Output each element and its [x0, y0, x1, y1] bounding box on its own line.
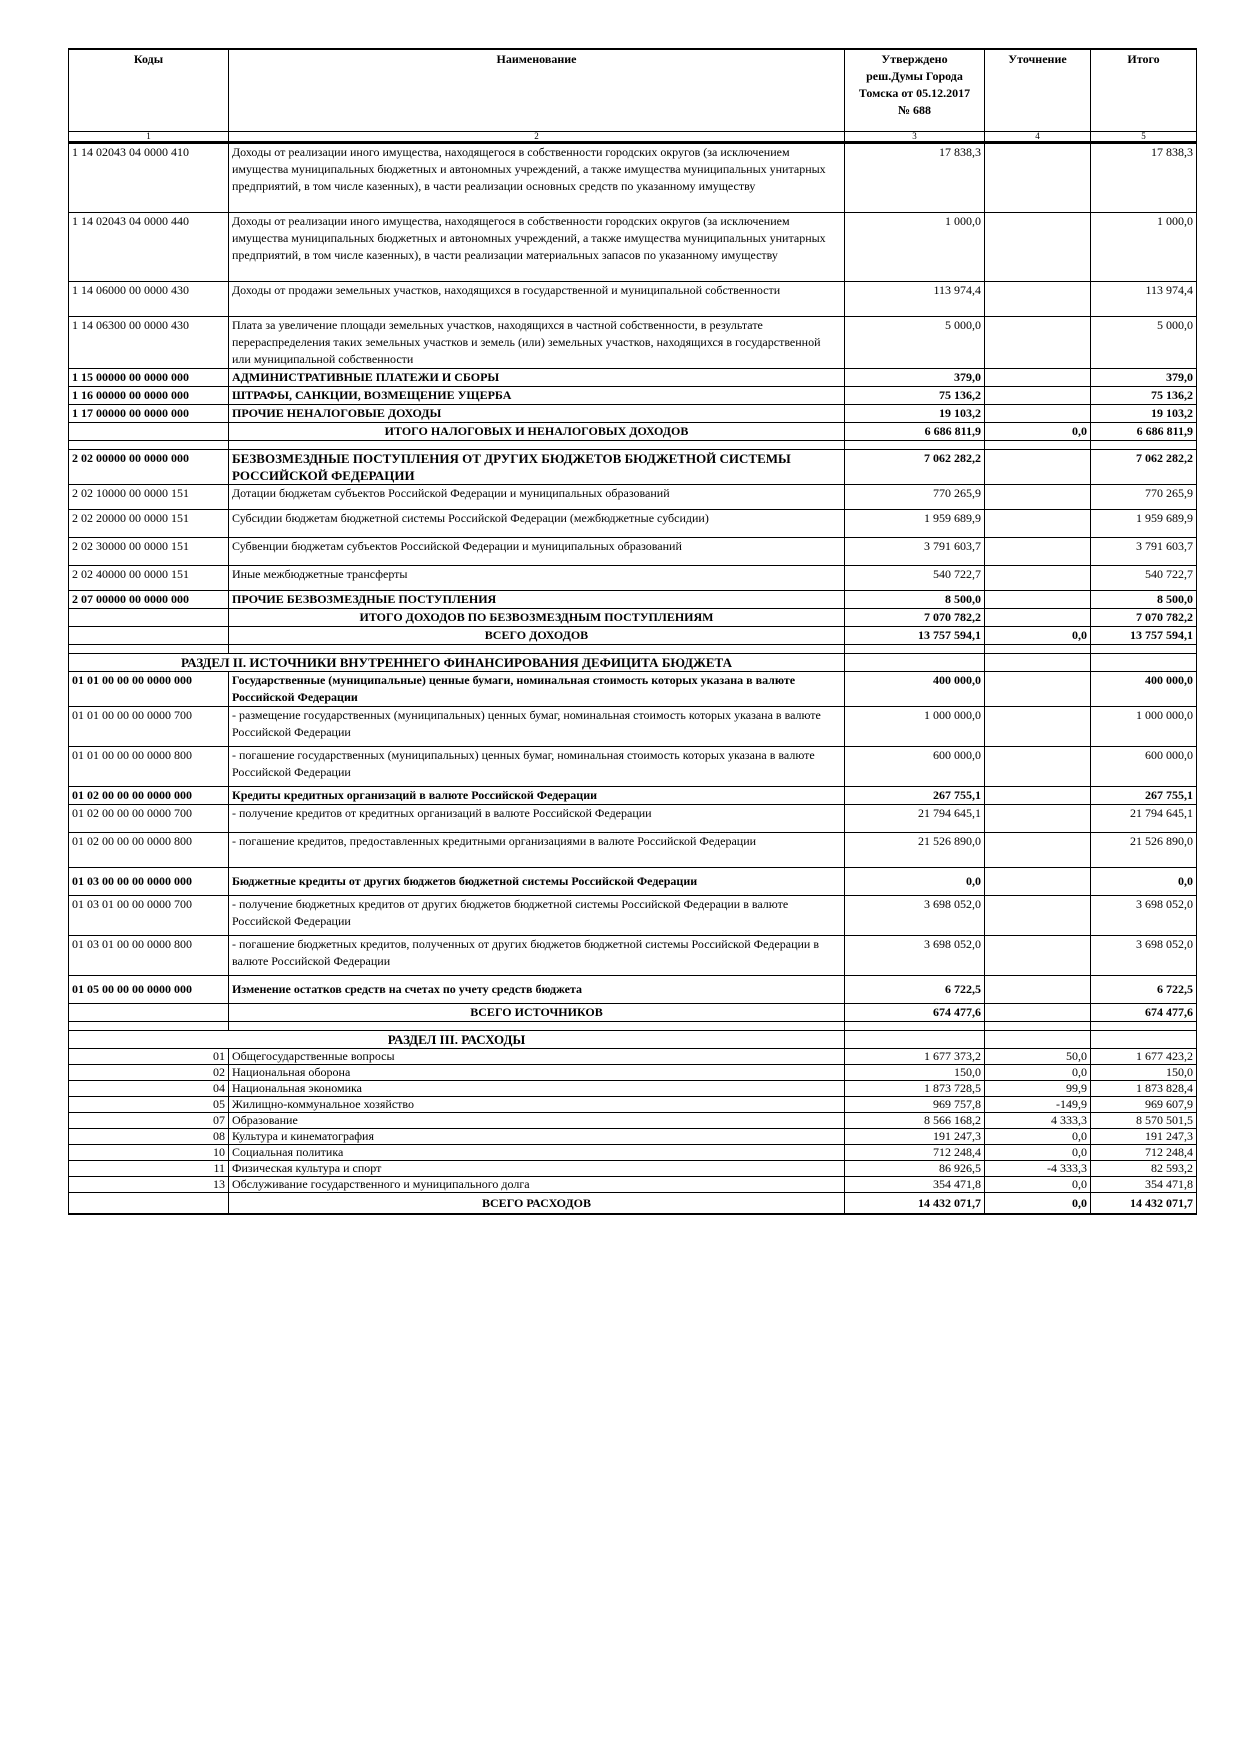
- table-row: [69, 896, 1197, 936]
- total-cell: 354 471,8: [1091, 1177, 1197, 1193]
- code-cell: [69, 627, 229, 645]
- change-cell: [985, 833, 1091, 868]
- name-cell: Дотации бюджетам субъектов Российской Федерации и муниципальных образований: [229, 485, 845, 510]
- code-cell: 10: [69, 1145, 229, 1161]
- approved-cell: 7 070 782,2: [845, 609, 985, 627]
- spacer-row: [69, 441, 1197, 450]
- change-cell: [985, 747, 1091, 787]
- table-row: [69, 707, 1197, 747]
- change-cell: [985, 896, 1091, 936]
- table-row: [69, 936, 1197, 976]
- code-cell: [69, 423, 229, 441]
- table-row: [69, 1193, 1197, 1215]
- section-heading: РАЗДЕЛ III. РАСХОДЫ: [69, 1031, 845, 1049]
- code-cell: 1 17 00000 00 0000 000: [69, 405, 229, 423]
- table-row: [69, 369, 1197, 387]
- code-cell: 2 07 00000 00 0000 000: [69, 591, 229, 609]
- code-cell: 2 02 40000 00 0000 151: [69, 566, 229, 591]
- change-cell: [985, 143, 1091, 213]
- code-cell: 07: [69, 1113, 229, 1129]
- name-cell: - погашение бюджетных кредитов, полученных от других бюджетов бюджетной системы Российской Федерации в валюте Российской Федерации: [229, 936, 845, 976]
- code-cell: 01 02 00 00 00 0000 800: [69, 833, 229, 868]
- empty-cell: [1091, 645, 1197, 654]
- change-cell: [985, 566, 1091, 591]
- table-row: [69, 317, 1197, 369]
- approved-cell: 17 838,3: [845, 143, 985, 213]
- header-codes: Коды: [69, 49, 229, 132]
- change-cell: [985, 787, 1091, 805]
- empty-cell: [845, 441, 985, 450]
- table-row: [69, 143, 1197, 213]
- approved-cell: 674 477,6: [845, 1004, 985, 1022]
- change-cell: [985, 369, 1091, 387]
- name-cell: - погашение кредитов, предоставленных кредитными организациями в валюте Российской Федерации: [229, 833, 845, 868]
- approved-cell: 1 677 373,2: [845, 1049, 985, 1065]
- table-row: [69, 747, 1197, 787]
- code-cell: 04: [69, 1081, 229, 1097]
- table-row: [69, 1081, 1197, 1097]
- total-cell: 82 593,2: [1091, 1161, 1197, 1177]
- name-cell: Физическая культура и спорт: [229, 1161, 845, 1177]
- total-cell: 1 000,0: [1091, 213, 1197, 282]
- total-cell: 6 722,5: [1091, 976, 1197, 1004]
- total-cell: 6 686 811,9: [1091, 423, 1197, 441]
- empty-cell: [845, 645, 985, 654]
- approved-cell: 400 000,0: [845, 672, 985, 707]
- total-cell: 969 607,9: [1091, 1097, 1197, 1113]
- name-cell: Субвенции бюджетам субъектов Российской Федерации и муниципальных образований: [229, 538, 845, 566]
- header-approved: [845, 49, 985, 132]
- total-cell: 19 103,2: [1091, 405, 1197, 423]
- name-cell: ПРОЧИЕ НЕНАЛОГОВЫЕ ДОХОДЫ: [229, 405, 845, 423]
- total-cell: 8 570 501,5: [1091, 1113, 1197, 1129]
- total-cell: 191 247,3: [1091, 1129, 1197, 1145]
- column-index: 5: [1091, 132, 1197, 143]
- code-cell: 01 03 00 00 00 0000 000: [69, 868, 229, 896]
- column-index: 4: [985, 132, 1091, 143]
- code-cell: 01 01 00 00 00 0000 000: [69, 672, 229, 707]
- approved-cell: 770 265,9: [845, 485, 985, 510]
- code-cell: 2 02 20000 00 0000 151: [69, 510, 229, 538]
- approved-cell: 7 062 282,2: [845, 450, 985, 485]
- table-row: [69, 538, 1197, 566]
- approved-cell: 21 526 890,0: [845, 833, 985, 868]
- name-cell: Образование: [229, 1113, 845, 1129]
- code-cell: 01 03 01 00 00 0000 700: [69, 896, 229, 936]
- code-cell: 13: [69, 1177, 229, 1193]
- name-cell: Плата за увеличение площади земельных участков, находящихся в частной собственности, в результате перераспределения таких земельных участков и земель (или) земельных участков, находящихся в государственной или муниципальной собственности: [229, 317, 845, 369]
- table-row: [69, 591, 1197, 609]
- code-cell: 2 02 30000 00 0000 151: [69, 538, 229, 566]
- empty-cell: [985, 1022, 1091, 1031]
- approved-cell: 1 959 689,9: [845, 510, 985, 538]
- code-cell: 01 02 00 00 00 0000 000: [69, 787, 229, 805]
- approved-cell: 379,0: [845, 369, 985, 387]
- code-cell: 1 14 02043 04 0000 410: [69, 143, 229, 213]
- change-cell: 0,0: [985, 1065, 1091, 1081]
- table-row: [69, 609, 1197, 627]
- total-cell: 17 838,3: [1091, 143, 1197, 213]
- approved-cell: 0,0: [845, 868, 985, 896]
- name-cell: - размещение государственных (муниципальных) ценных бумаг, номинальная стоимость которых указана в валюте Российской Федерации: [229, 707, 845, 747]
- name-cell: Доходы от продажи земельных участков, находящихся в государственной и муниципальной собственности: [229, 282, 845, 317]
- code-cell: [69, 1004, 229, 1022]
- name-cell: Культура и кинематография: [229, 1129, 845, 1145]
- code-cell: 01 01 00 00 00 0000 800: [69, 747, 229, 787]
- total-cell: 7 062 282,2: [1091, 450, 1197, 485]
- table-row: [69, 1004, 1197, 1022]
- empty-cell: [229, 1022, 845, 1031]
- table-row: [69, 868, 1197, 896]
- change-cell: 0,0: [985, 1145, 1091, 1161]
- code-cell: 02: [69, 1065, 229, 1081]
- empty-cell: [1091, 1031, 1197, 1049]
- table-row: [69, 672, 1197, 707]
- approved-cell: 3 698 052,0: [845, 896, 985, 936]
- empty-cell: [1091, 654, 1197, 672]
- empty-cell: [845, 1022, 985, 1031]
- change-cell: 0,0: [985, 1177, 1091, 1193]
- table-row: [69, 787, 1197, 805]
- total-cell: 267 755,1: [1091, 787, 1197, 805]
- change-cell: [985, 387, 1091, 405]
- total-cell: 8 500,0: [1091, 591, 1197, 609]
- change-cell: [985, 538, 1091, 566]
- header-name: Наименование: [229, 49, 845, 132]
- code-cell: 1 14 02043 04 0000 440: [69, 213, 229, 282]
- total-cell: 712 248,4: [1091, 1145, 1197, 1161]
- name-cell: БЕЗВОЗМЕЗДНЫЕ ПОСТУПЛЕНИЯ ОТ ДРУГИХ БЮДЖЕТОВ БЮДЖЕТНОЙ СИСТЕМЫ РОССИЙСКОЙ ФЕДЕРАЦИИ: [229, 450, 845, 485]
- name-cell: ВСЕГО РАСХОДОВ: [229, 1193, 845, 1215]
- change-cell: [985, 213, 1091, 282]
- code-cell: 1 14 06300 00 0000 430: [69, 317, 229, 369]
- change-cell: 99,9: [985, 1081, 1091, 1097]
- approved-cell: 969 757,8: [845, 1097, 985, 1113]
- table-row: [69, 833, 1197, 868]
- total-cell: 21 794 645,1: [1091, 805, 1197, 833]
- total-cell: 1 000 000,0: [1091, 707, 1197, 747]
- change-cell: 0,0: [985, 627, 1091, 645]
- name-cell: - погашение государственных (муниципальных) ценных бумаг, номинальная стоимость которых указана в валюте Российской Федерации: [229, 747, 845, 787]
- approved-cell: 1 000,0: [845, 213, 985, 282]
- table-row: [69, 976, 1197, 1004]
- change-cell: 0,0: [985, 1129, 1091, 1145]
- code-cell: 05: [69, 1097, 229, 1113]
- name-cell: Общегосударственные вопросы: [229, 1049, 845, 1065]
- table-row: [69, 1065, 1197, 1081]
- total-cell: 600 000,0: [1091, 747, 1197, 787]
- total-cell: 150,0: [1091, 1065, 1197, 1081]
- change-cell: [985, 450, 1091, 485]
- table-row: [69, 1113, 1197, 1129]
- total-cell: 1 677 423,2: [1091, 1049, 1197, 1065]
- table-row: [69, 566, 1197, 591]
- table-row: [69, 450, 1197, 485]
- change-cell: 4 333,3: [985, 1113, 1091, 1129]
- change-cell: [985, 405, 1091, 423]
- approved-cell: 14 432 071,7: [845, 1193, 985, 1215]
- total-cell: 113 974,4: [1091, 282, 1197, 317]
- table-row: [69, 1161, 1197, 1177]
- change-cell: [985, 591, 1091, 609]
- total-cell: 1 959 689,9: [1091, 510, 1197, 538]
- change-cell: [985, 282, 1091, 317]
- name-cell: Государственные (муниципальные) ценные бумаги, номинальная стоимость которых указана в валюте Российской Федерации: [229, 672, 845, 707]
- approved-cell: 6 686 811,9: [845, 423, 985, 441]
- empty-cell: [845, 1031, 985, 1049]
- change-cell: 0,0: [985, 1193, 1091, 1215]
- name-cell: Доходы от реализации иного имущества, находящегося в собственности городских округов (за исключением имущества муниципальных бюджетных и автономных учреждений, а также имущества муниципальных унитарных предприятий, в том числе казенных), в части реализации основных средств по указанному имуществу: [229, 143, 845, 213]
- code-cell: 2 02 10000 00 0000 151: [69, 485, 229, 510]
- code-cell: 1 15 00000 00 0000 000: [69, 369, 229, 387]
- column-index: 3: [845, 132, 985, 143]
- code-cell: 01 01 00 00 00 0000 700: [69, 707, 229, 747]
- approved-cell: 8 566 168,2: [845, 1113, 985, 1129]
- change-cell: [985, 936, 1091, 976]
- approved-cell: 1 000 000,0: [845, 707, 985, 747]
- change-cell: 50,0: [985, 1049, 1091, 1065]
- budget-table-sheet: [68, 48, 1196, 1215]
- table-row: [69, 805, 1197, 833]
- approved-cell: 191 247,3: [845, 1129, 985, 1145]
- code-cell: 01: [69, 1049, 229, 1065]
- name-cell: АДМИНИСТРАТИВНЫЕ ПЛАТЕЖИ И СБОРЫ: [229, 369, 845, 387]
- header-total: Итого: [1091, 49, 1197, 132]
- name-cell: Субсидии бюджетам бюджетной системы Российской Федерации (межбюджетные субсидии): [229, 510, 845, 538]
- total-cell: 1 873 828,4: [1091, 1081, 1197, 1097]
- name-cell: Кредиты кредитных организаций в валюте Российской Федерации: [229, 787, 845, 805]
- name-cell: Бюджетные кредиты от других бюджетов бюджетной системы Российской Федерации: [229, 868, 845, 896]
- empty-cell: [1091, 441, 1197, 450]
- total-cell: 3 698 052,0: [1091, 896, 1197, 936]
- section-heading-row: [69, 654, 1197, 672]
- header-approved-line: Томска от 05.12.2017: [858, 86, 971, 100]
- code-cell: [69, 609, 229, 627]
- name-cell: ИТОГО ДОХОДОВ ПО БЕЗВОЗМЕЗДНЫМ ПОСТУПЛЕНИЯМ: [229, 609, 845, 627]
- approved-cell: 19 103,2: [845, 405, 985, 423]
- empty-cell: [69, 1022, 229, 1031]
- change-cell: [985, 868, 1091, 896]
- name-cell: ВСЕГО ИСТОЧНИКОВ: [229, 1004, 845, 1022]
- total-cell: 13 757 594,1: [1091, 627, 1197, 645]
- table-body: [69, 143, 1197, 1215]
- spacer-row: [69, 1022, 1197, 1031]
- total-cell: 3 698 052,0: [1091, 936, 1197, 976]
- table-row: [69, 627, 1197, 645]
- total-cell: 5 000,0: [1091, 317, 1197, 369]
- budget-table: [68, 48, 1197, 1215]
- approved-cell: 600 000,0: [845, 747, 985, 787]
- approved-cell: 712 248,4: [845, 1145, 985, 1161]
- section-heading-row: [69, 1031, 1197, 1049]
- change-cell: [985, 672, 1091, 707]
- change-cell: [985, 976, 1091, 1004]
- approved-cell: 150,0: [845, 1065, 985, 1081]
- approved-cell: 354 471,8: [845, 1177, 985, 1193]
- change-cell: -149,9: [985, 1097, 1091, 1113]
- header-approved-line: Утверждено: [881, 52, 948, 66]
- change-cell: [985, 805, 1091, 833]
- empty-cell: [985, 645, 1091, 654]
- name-cell: - получение бюджетных кредитов от других бюджетов бюджетной системы Российской Федерации в валюте Российской Федерации: [229, 896, 845, 936]
- empty-cell: [69, 441, 229, 450]
- name-cell: Иные межбюджетные трансферты: [229, 566, 845, 591]
- empty-cell: [845, 654, 985, 672]
- code-cell: 11: [69, 1161, 229, 1177]
- approved-cell: 6 722,5: [845, 976, 985, 1004]
- total-cell: 0,0: [1091, 868, 1197, 896]
- approved-cell: 21 794 645,1: [845, 805, 985, 833]
- empty-cell: [985, 1031, 1091, 1049]
- approved-cell: 113 974,4: [845, 282, 985, 317]
- code-cell: [69, 1193, 229, 1215]
- total-cell: 540 722,7: [1091, 566, 1197, 591]
- total-cell: 3 791 603,7: [1091, 538, 1197, 566]
- change-cell: [985, 707, 1091, 747]
- approved-cell: 86 926,5: [845, 1161, 985, 1177]
- table-row: [69, 1177, 1197, 1193]
- name-cell: Национальная оборона: [229, 1065, 845, 1081]
- change-cell: -4 333,3: [985, 1161, 1091, 1177]
- approved-cell: 75 136,2: [845, 387, 985, 405]
- name-cell: Социальная политика: [229, 1145, 845, 1161]
- total-cell: 14 432 071,7: [1091, 1193, 1197, 1215]
- spacer-row: [69, 645, 1197, 654]
- change-cell: [985, 485, 1091, 510]
- name-cell: ПРОЧИЕ БЕЗВОЗМЕЗДНЫЕ ПОСТУПЛЕНИЯ: [229, 591, 845, 609]
- change-cell: [985, 1004, 1091, 1022]
- code-cell: 01 03 01 00 00 0000 800: [69, 936, 229, 976]
- code-cell: 2 02 00000 00 0000 000: [69, 450, 229, 485]
- approved-cell: 8 500,0: [845, 591, 985, 609]
- column-index-row: [69, 132, 1197, 143]
- header-row: [69, 49, 1197, 132]
- approved-cell: 540 722,7: [845, 566, 985, 591]
- empty-cell: [69, 645, 229, 654]
- table-row: [69, 485, 1197, 510]
- name-cell: Изменение остатков средств на счетах по учету средств бюджета: [229, 976, 845, 1004]
- total-cell: 75 136,2: [1091, 387, 1197, 405]
- total-cell: 379,0: [1091, 369, 1197, 387]
- approved-cell: 3 698 052,0: [845, 936, 985, 976]
- table-row: [69, 387, 1197, 405]
- code-cell: 1 14 06000 00 0000 430: [69, 282, 229, 317]
- empty-cell: [229, 441, 845, 450]
- column-index: 1: [69, 132, 229, 143]
- empty-cell: [229, 645, 845, 654]
- empty-cell: [985, 441, 1091, 450]
- code-cell: 1 16 00000 00 0000 000: [69, 387, 229, 405]
- name-cell: ВСЕГО ДОХОДОВ: [229, 627, 845, 645]
- code-cell: 08: [69, 1129, 229, 1145]
- name-cell: Доходы от реализации иного имущества, находящегося в собственности городских округов (за исключением имущества муниципальных бюджетных и автономных учреждений, а также имущества муниципальных унитарных предприятий, в том числе казенных), в части реализации материальных запасов по указанному имуществу: [229, 213, 845, 282]
- table-row: [69, 1097, 1197, 1113]
- total-cell: 674 477,6: [1091, 1004, 1197, 1022]
- change-cell: [985, 317, 1091, 369]
- approved-cell: 13 757 594,1: [845, 627, 985, 645]
- table-row: [69, 423, 1197, 441]
- name-cell: ИТОГО НАЛОГОВЫХ И НЕНАЛОГОВЫХ ДОХОДОВ: [229, 423, 845, 441]
- section-heading: РАЗДЕЛ II. ИСТОЧНИКИ ВНУТРЕННЕГО ФИНАНСИРОВАНИЯ ДЕФИЦИТА БЮДЖЕТА: [69, 654, 845, 672]
- table-row: [69, 1129, 1197, 1145]
- code-cell: 01 02 00 00 00 0000 700: [69, 805, 229, 833]
- change-cell: [985, 609, 1091, 627]
- table-row: [69, 213, 1197, 282]
- approved-cell: 3 791 603,7: [845, 538, 985, 566]
- total-cell: 7 070 782,2: [1091, 609, 1197, 627]
- total-cell: 21 526 890,0: [1091, 833, 1197, 868]
- table-row: [69, 1145, 1197, 1161]
- table-row: [69, 405, 1197, 423]
- empty-cell: [1091, 1022, 1197, 1031]
- header-change: Уточнение: [985, 49, 1091, 132]
- change-cell: 0,0: [985, 423, 1091, 441]
- table-row: [69, 510, 1197, 538]
- table-row: [69, 1049, 1197, 1065]
- approved-cell: 5 000,0: [845, 317, 985, 369]
- total-cell: 770 265,9: [1091, 485, 1197, 510]
- code-cell: 01 05 00 00 00 0000 000: [69, 976, 229, 1004]
- name-cell: ШТРАФЫ, САНКЦИИ, ВОЗМЕЩЕНИЕ УЩЕРБА: [229, 387, 845, 405]
- name-cell: Жилищно-коммунальное хозяйство: [229, 1097, 845, 1113]
- header-approved-line: реш.Думы Города: [866, 69, 963, 83]
- approved-cell: 1 873 728,5: [845, 1081, 985, 1097]
- column-index: 2: [229, 132, 845, 143]
- total-cell: 400 000,0: [1091, 672, 1197, 707]
- name-cell: - получение кредитов от кредитных организаций в валюте Российской Федерации: [229, 805, 845, 833]
- approved-cell: 267 755,1: [845, 787, 985, 805]
- change-cell: [985, 510, 1091, 538]
- name-cell: Национальная экономика: [229, 1081, 845, 1097]
- header-approved-line: № 688: [897, 103, 932, 117]
- table-row: [69, 282, 1197, 317]
- name-cell: Обслуживание государственного и муниципального долга: [229, 1177, 845, 1193]
- empty-cell: [985, 654, 1091, 672]
